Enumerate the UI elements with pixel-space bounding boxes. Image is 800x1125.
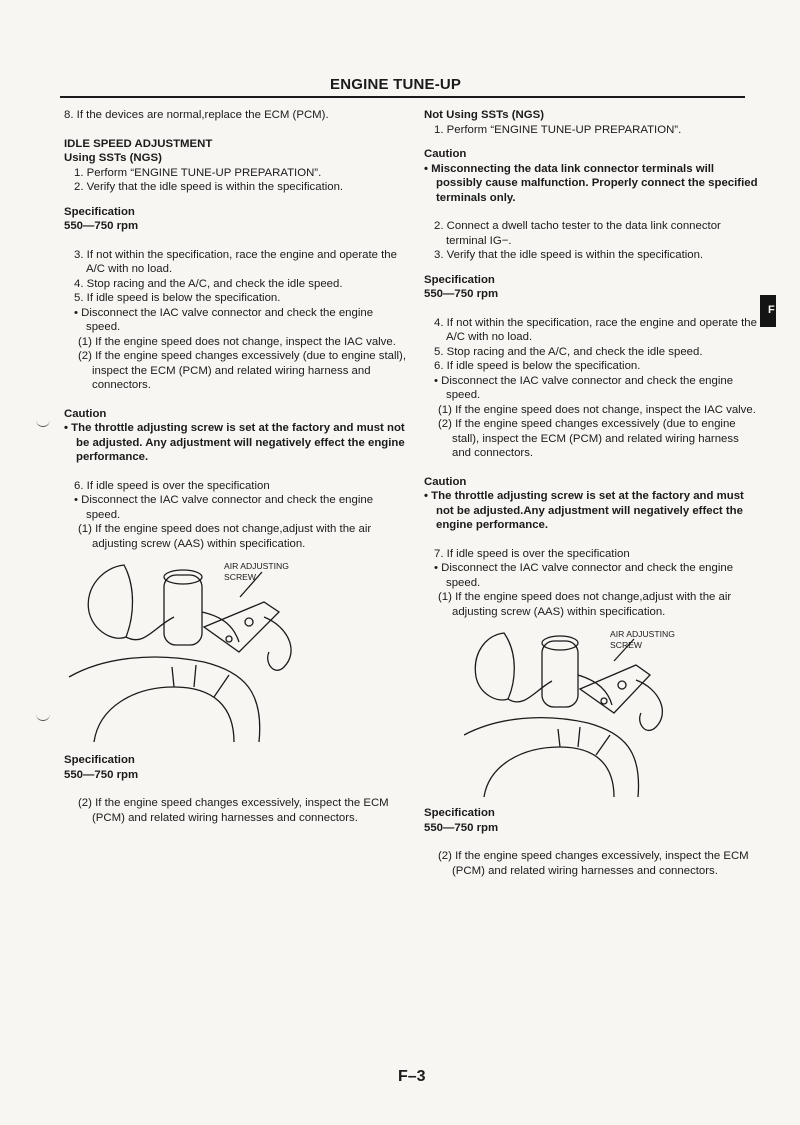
- step-6: 6. If idle speed is over the specification: [74, 479, 270, 492]
- air-adjusting-screw-diagram: [64, 557, 344, 747]
- subsection-heading: Not Using SSTs (NGS): [424, 109, 545, 121]
- air-adjusting-screw-diagram: [464, 625, 744, 800]
- step-2: 2. Connect a dwell tacho tester to the data link connector terminal IG−.: [434, 220, 721, 247]
- page-title: ENGINE TUNE-UP: [330, 76, 462, 93]
- sub-step-2-1: (1) If the engine speed does not change,adjust with the air adjusting screw (AAS) within specification.: [438, 591, 732, 618]
- spec-value: 550—750 rpm: [424, 288, 499, 300]
- step-8: 8. If the devices are normal,replace the ECM (PCM).: [64, 109, 329, 121]
- figure-label-line-2: SCREW: [610, 640, 642, 650]
- sub-step-1-2: (2) If the engine speed changes excessively (due to engine stall), inspect the ECM (PCM) and related wiring harness and connectors.: [438, 418, 739, 459]
- subsection-heading: Using SSTs (NGS): [64, 152, 162, 164]
- spec-2-value: 550—750 rpm: [64, 768, 139, 781]
- caution-text: • The throttle adjusting screw is set at the factory and must not be adjusted.Any adjustment will negatively effect the engine performance.: [424, 490, 744, 531]
- spec-value: 550—750 rpm: [64, 220, 139, 232]
- scan-mark: [36, 712, 50, 721]
- header-rule: [60, 96, 745, 98]
- step-1: 1. Perform “ENGINE TUNE-UP PREPARATION”.: [434, 123, 682, 136]
- step-3: 3. Verify that the idle speed is within the specification.: [434, 249, 704, 261]
- spec-2-label: Specification: [64, 754, 135, 766]
- section-heading: IDLE SPEED ADJUSTMENT: [64, 137, 213, 150]
- step-4: 4. If not within the specification, race the engine and operate the A/C with no load.: [434, 316, 757, 343]
- bullet-1: • Disconnect the IAC valve connector and check the engine speed.: [434, 374, 734, 401]
- section-tab-letter: F: [768, 304, 775, 316]
- sub-step-2-1: (1) If the engine speed does not change,adjust with the air adjusting screw (AAS) within specification.: [78, 523, 372, 550]
- left-column: [64, 108, 409, 825]
- sub-step-1-2: (2) If the engine speed changes excessively (due to engine stall), inspect the ECM (PCM) and related wiring harness and connectors.: [78, 350, 406, 391]
- right-column: [424, 108, 759, 878]
- step-7: 7. If idle speed is over the specification: [434, 547, 630, 560]
- spec-label: Specification: [424, 273, 495, 286]
- figure-label-line-2: SCREW: [224, 572, 256, 582]
- bullet-2: • Disconnect the IAC valve connector and check the engine speed.: [74, 494, 374, 521]
- caution-label: Caution: [64, 407, 107, 420]
- step-5: 5. If idle speed is below the specification.: [74, 292, 281, 304]
- spec-2-value: 550—750 rpm: [424, 821, 499, 834]
- page-number: F–3: [398, 1068, 426, 1085]
- sub-step-1-1: (1) If the engine speed does not change, inspect the IAC valve.: [78, 335, 396, 348]
- sub-step-1-1: (1) If the engine speed does not change, inspect the IAC valve.: [438, 403, 756, 416]
- caution-label: Caution: [424, 148, 467, 160]
- step-2: 2. Verify that the idle speed is within the specification.: [74, 181, 344, 193]
- bullet-1: • Disconnect the IAC valve connector and check the engine speed.: [74, 306, 374, 333]
- caution-label: Caution: [424, 475, 467, 488]
- scan-mark: [36, 418, 50, 427]
- step-4: 4. Stop racing and the A/C, and check the idle speed.: [74, 277, 343, 290]
- step-6: 6. If idle speed is below the specification.: [434, 360, 641, 372]
- sub-step-2-2: (2) If the engine speed changes excessively, inspect the ECM (PCM) and related wiring harnesses and connectors.: [78, 797, 389, 824]
- figure-label-line-1: AIR ADJUSTING: [224, 561, 289, 571]
- step-3: 3. If not within the specification, race the engine and operate the A/C with no load.: [74, 248, 397, 275]
- figure-label-line-1: AIR ADJUSTING: [610, 629, 675, 639]
- section-tab: [760, 295, 776, 327]
- bullet-2: • Disconnect the IAC valve connector and check the engine speed.: [434, 562, 734, 589]
- step-5: 5. Stop racing and the A/C, and check the idle speed.: [434, 345, 703, 358]
- caution-text: • Misconnecting the data link connector terminals will possibly cause malfunction. Properly connect the specified terminals only.: [424, 162, 758, 204]
- spec-label: Specification: [64, 205, 135, 218]
- step-1: 1. Perform “ENGINE TUNE-UP PREPARATION”.: [74, 166, 322, 179]
- sub-step-2-2: (2) If the engine speed changes excessively, inspect the ECM (PCM) and related wiring harnesses and connectors.: [438, 850, 749, 877]
- caution-text: • The throttle adjusting screw is set at the factory and must not be adjusted. Any adjustment will negatively effect the engine performance.: [64, 422, 405, 463]
- spec-2-label: Specification: [424, 807, 495, 819]
